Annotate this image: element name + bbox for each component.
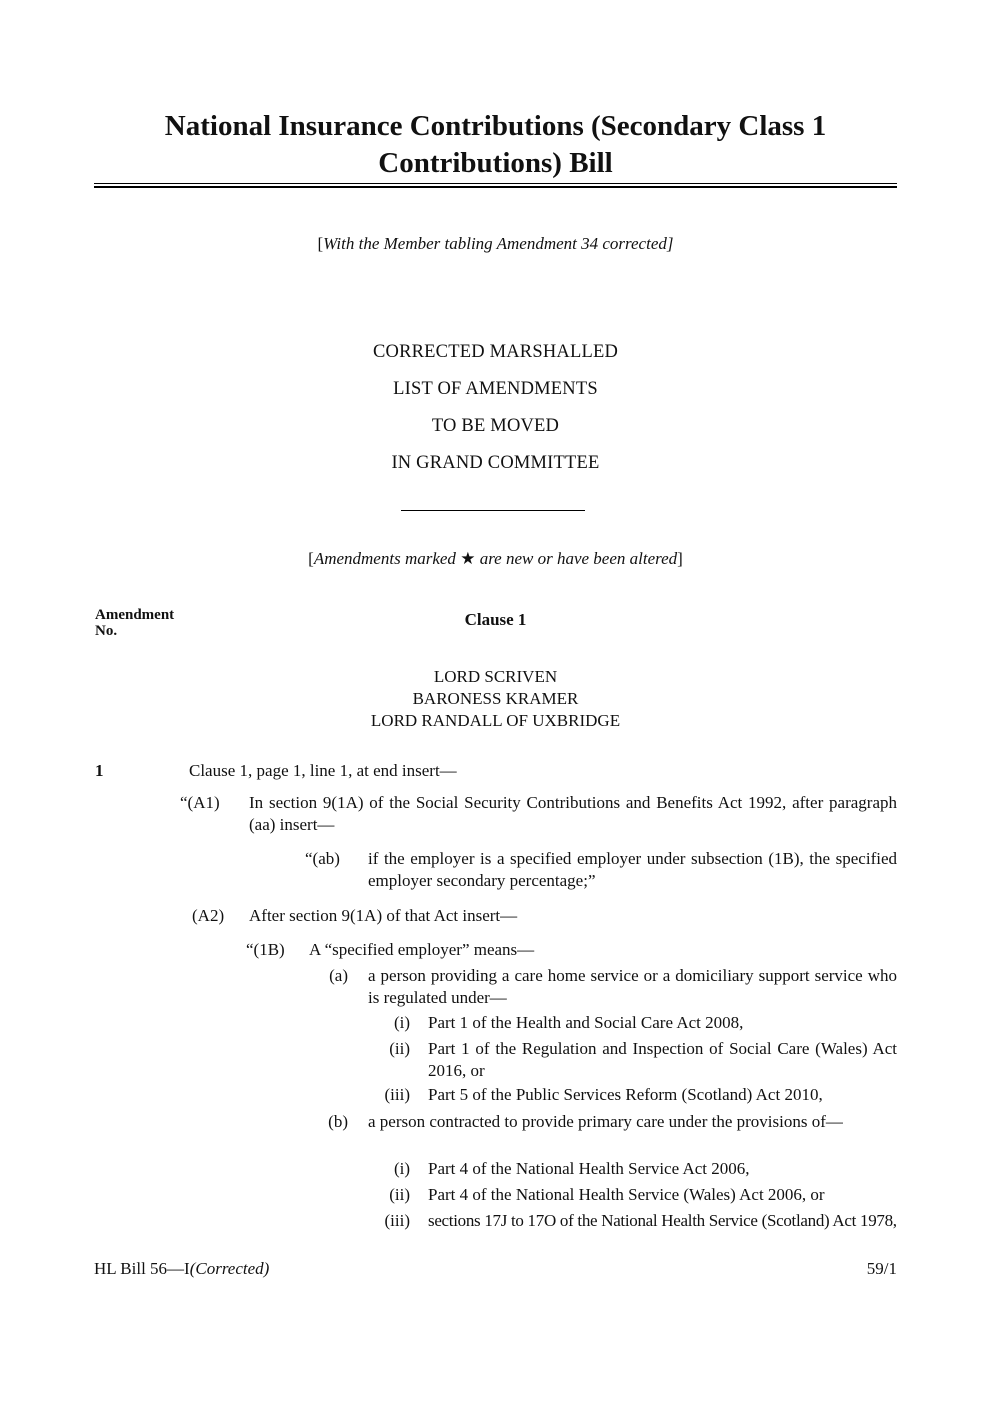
sponsors-list [94,666,897,732]
subparagraph-label: (ii) [389,1185,410,1204]
subsection-text-A1: In section 9(1A) of the Social Security Contributions and Benefits Act 1992, after paragraph (aa) insert— [249,793,897,834]
subparagraph-text: Part 4 of the National Health Service Act 2006, [428,1159,750,1178]
amendment-number: 1 [95,761,104,780]
legend-note: [Amendments marked ★ are new or have been altered] [308,549,683,568]
subsection-text-1B: A “specified employer” means— [309,940,535,959]
sponsor: LORD RANDALL OF UXBRIDGE [370,711,621,730]
paragraph-text-b: a person contracted to provide primary care under the provisions of— [368,1112,843,1131]
subparagraph-label: (iii) [384,1211,410,1230]
clause-heading: Clause 1 [464,610,527,629]
subsection-label-1B: “(1B) [246,940,285,959]
correction-note: [With the Member tabling Amendment 34 corrected] [317,234,674,253]
sponsor: BARONESS KRAMER [412,689,579,708]
subparagraph-text: Part 1 of the Regulation and Inspection of Social Care (Wales) Act 2016, or [428,1039,897,1080]
subparagraph-label: (i) [393,1159,410,1178]
bill-title-line1: National Insurance Contributions (Secondary Class 1 [164,110,827,142]
sponsor: LORD SCRIVEN [433,667,558,686]
subsection-label-A2: (A2) [192,906,225,925]
subparagraph-label: (i) [393,1013,410,1032]
amendment-number-column-label: Amendment No. [95,607,175,639]
heading-line-3: TO BE MOVED [431,416,560,436]
paragraph-text-ab: if the employer is a specified employer under subsection (1B), the specified employer secondary percentage;” [368,849,897,890]
subsection-label-A1: “(A1) [180,793,220,812]
subparagraph-label: (ii) [389,1039,410,1058]
correction-note-text: With the Member tabling Amendment 34 corrected [323,234,667,253]
paragraph-label-ab: “(ab) [305,849,340,868]
heading-divider [401,510,585,511]
footer-bill-reference: HL Bill 56—I(Corrected) [94,1259,270,1278]
paragraph-label-a: (a) [329,966,348,985]
subparagraph-text: Part 1 of the Health and Social Care Act 2008, [428,1013,744,1032]
heading-line-4: IN GRAND COMMITTEE [391,453,600,473]
heading-line-1: CORRECTED MARSHALLED [372,342,619,362]
title-rule-thin [94,183,897,184]
heading-line-2: LIST OF AMENDMENTS [393,379,598,399]
subparagraph-text: Part 5 of the Public Services Reform (Scotland) Act 2010, [428,1085,823,1104]
subparagraph-text: sections 17J to 17O of the National Health Service (Scotland) Act 1978, [428,1211,897,1230]
bill-title [94,108,897,182]
subsection-text-A2: After section 9(1A) of that Act insert— [249,906,518,925]
paragraph-text-a: a person providing a care home service or a domiciliary support service who is regulated under— [368,966,897,1007]
paragraph-label-b: (b) [328,1112,348,1131]
bill-title-line2: Contributions) Bill [378,147,613,179]
title-rule-thick [94,186,897,188]
subparagraph-text: Part 4 of the National Health Service (Wales) Act 2006, or [428,1185,825,1204]
amendment-instruction: Clause 1, page 1, line 1, at end insert— [189,761,457,780]
star-icon: ★ [460,549,476,568]
subparagraph-label: (iii) [384,1085,410,1104]
footer-page-reference: 59/1 [866,1259,897,1278]
